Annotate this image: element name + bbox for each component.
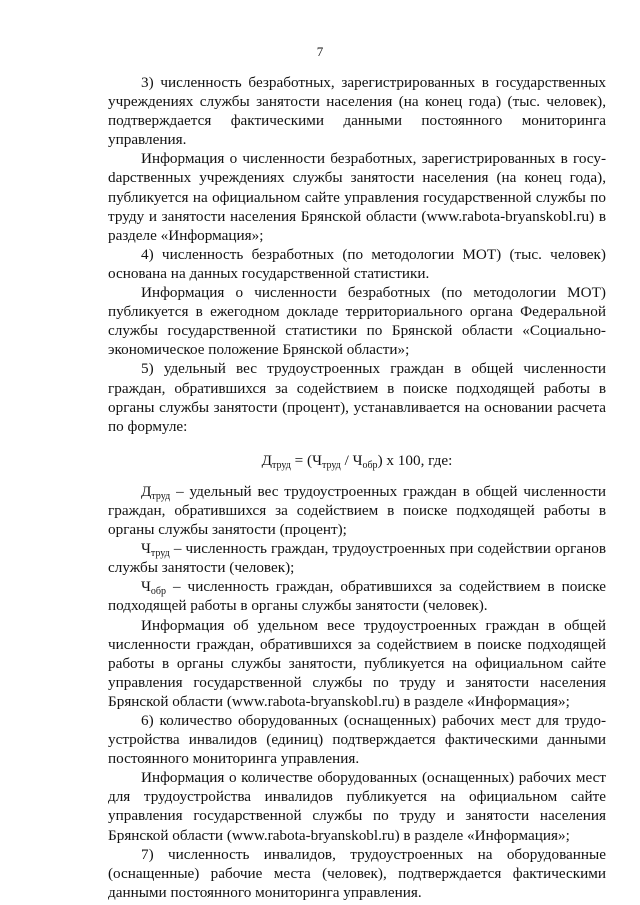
page-number: 7 bbox=[316, 44, 324, 59]
paragraph-info-unemployed: Информация о численности безработных, зарегистрированных в госуdарственных учреждениях службы занятости населения (на конец года), публикуется на официальном сайте управления государственной службы по труду и занятости населения Брянской области (www.rabota-bryanskobl.ru) в разделе «Информация»; bbox=[108, 150, 606, 244]
paragraph-info-share: Информация об удельном весе трудоустроенных граждан в общей численности граждан, обратившихся за содействием в поиске подходящей работы в органы службы занятости, публикуется на официальном сайте управления государственной службы по труду и занятости населения Брянской области (www.rabota-bryanskobl.ru) в разделе «Информация»; bbox=[108, 616, 606, 710]
paragraph-item-5: 5) удельный вес трудоустроенных граждан в общей численности граждан, обратившихся за содействием в поиске подходящей работы в органы службы занятости (процент), устанавливается на основании расчета по формуле: bbox=[108, 360, 606, 435]
formula-lhs: Д bbox=[261, 451, 273, 469]
definition-text: – удельный вес трудоустроенных граждан в общей численности граждан, обратившихся за содействием в поиске подходящей работы в органы службы занятости (процент); bbox=[108, 482, 606, 539]
definition-subscript: труд bbox=[151, 490, 171, 502]
paragraph-info-workplaces: Информация о количестве оборудованных (оснащенных) рабочих мест для трудоустройства инвалидов публикуется на официальном сайте управления государственной службы по труду и занятости населения Брянской области (www.rabota-bryanskobl.ru) в разделе «Информация»; bbox=[108, 769, 606, 844]
definition-text: – численность граждан, трудоустроенных при содействии органов службы занятости (человек); bbox=[108, 540, 606, 577]
paragraph-info-ilo: Информация о численности безработных (по методологии МОТ) публикуется в ежегодном докладе территориального органа Федеральной службы государственной статистики по Брянской области «Социально-экономическое положение Брянской области»; bbox=[108, 284, 606, 359]
definition-subscript: труд bbox=[150, 548, 170, 560]
definition-ch-obr bbox=[108, 577, 606, 615]
formula-slash: / Ч bbox=[340, 451, 363, 469]
formula-numerator-subscript: труд bbox=[321, 459, 341, 471]
paragraph-item-4: 4) численность безработных (по методологии МОТ) (тыс. человек) основана на данных государственной статистики. bbox=[108, 245, 606, 282]
definition-text: – численность граждан, обратившихся за содействием в поиске подходящей работы в органы службы занятости (человек). bbox=[108, 578, 606, 615]
document-body bbox=[108, 73, 606, 902]
paragraph-item-3: 3) численность безработных, зарегистрированных в государственных учреждениях службы занятости населения (на конец года) (тыс. человек), подтверждается фактическими данными постоянного мониторинга управления. bbox=[108, 74, 606, 149]
paragraph-item-6: 6) количество оборудованных (оснащенных) рабочих мест для трудоустройства инвалидов (единиц) подтверждается фактическими данными постоянного мониторинга управления. bbox=[108, 712, 606, 768]
formula-denominator-subscript: обр bbox=[362, 459, 378, 471]
definition-d-trud bbox=[108, 482, 606, 539]
definition-subscript: обр bbox=[150, 586, 166, 598]
definition-symbol: Д bbox=[141, 482, 152, 500]
formula-lhs-subscript: труд bbox=[272, 459, 291, 471]
definition-symbol: Ч bbox=[141, 540, 151, 558]
paragraph-item-7: 7) численность инвалидов, трудоустроенных на оборудованные (оснащенные) рабочие места (человек), подтверждается фактическими данными постоянного мониторинга управления. bbox=[108, 845, 606, 901]
definition-ch-trud bbox=[108, 539, 606, 577]
formula-tail: ) x 100, где: bbox=[377, 451, 453, 469]
formula bbox=[108, 451, 606, 470]
definition-symbol: Ч bbox=[141, 578, 151, 596]
formula-eq-open: = (Ч bbox=[290, 451, 322, 469]
